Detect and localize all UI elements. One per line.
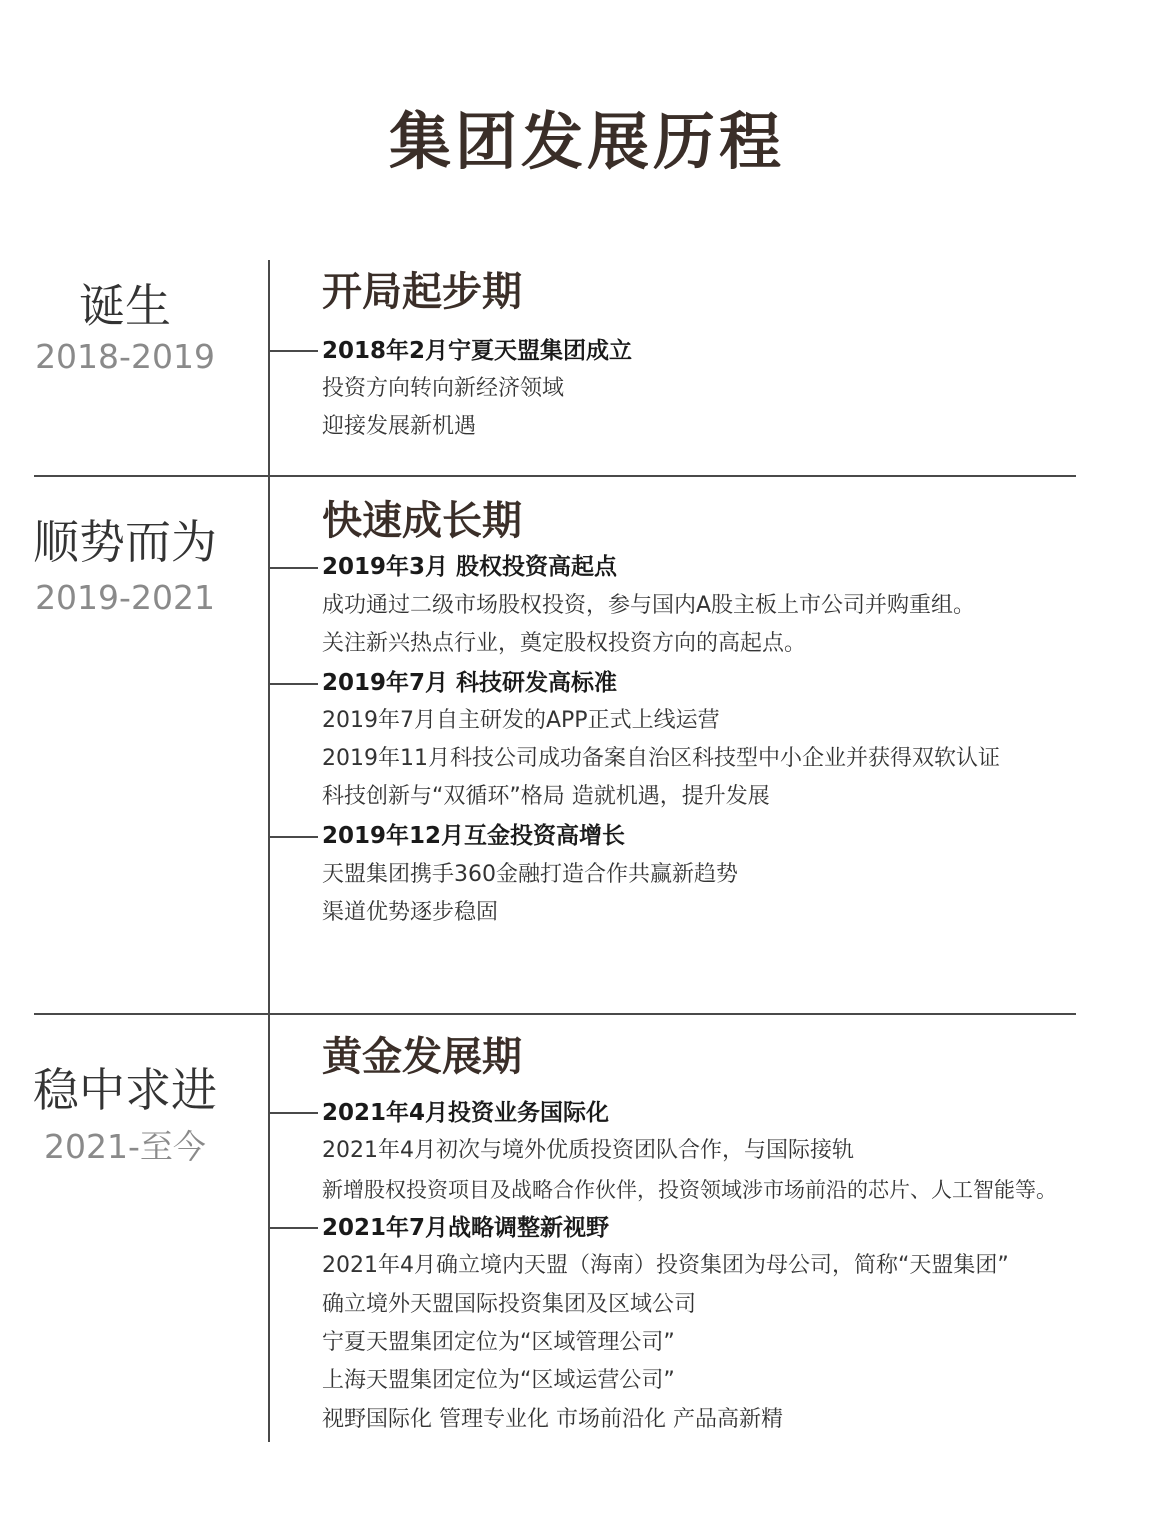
- event-line: 天盟集团携手360金融打造合作共赢新趋势: [322, 862, 738, 887]
- page-title: 集团发展历程: [388, 105, 785, 178]
- event-line: 成功通过二级市场股权投资，参与国内A股主板上市公司并购重组。: [322, 593, 976, 618]
- event-connector: [268, 567, 318, 569]
- phase-divider: [34, 475, 1076, 477]
- phase-name: 诞生: [79, 279, 171, 333]
- event-title: 2021年4月投资业务国际化: [322, 1100, 610, 1126]
- event-line: 2019年11月科技公司成功备案自治区科技型中小企业并获得双软认证: [322, 746, 1000, 771]
- event-line: 迎接发展新机遇: [322, 414, 477, 439]
- event-line: 投资方向转向新经济领域: [322, 376, 565, 401]
- event-line: 2021年4月确立境内天盟（海南）投资集团为母公司，简称“天盟集团”: [322, 1253, 1009, 1278]
- event-title: 2021年7月战略调整新视野: [322, 1215, 610, 1241]
- event-line: 2021年4月初次与境外优质投资团队合作，与国际接轨: [322, 1138, 854, 1163]
- period-title: 快速成长期: [322, 498, 522, 544]
- period-title: 开局起步期: [322, 269, 522, 315]
- event-connector: [268, 836, 318, 838]
- phase-years: 2019-2021: [35, 578, 215, 617]
- event-connector: [268, 1112, 318, 1114]
- phase-years: 2018-2019: [35, 337, 215, 376]
- event-line: 视野国际化 管理专业化 市场前沿化 产品高新精: [322, 1407, 783, 1432]
- event-line: 2019年7月自主研发的APP正式上线运营: [322, 708, 720, 733]
- event-line: 渠道优势逐步稳固: [322, 900, 499, 925]
- event-line: 关注新兴热点行业，奠定股权投资方向的高起点。: [322, 631, 807, 656]
- event-line: 确立境外天盟国际投资集团及区域公司: [322, 1292, 697, 1317]
- phase-name: 稳中求进: [33, 1063, 217, 1117]
- period-title: 黄金发展期: [322, 1034, 522, 1080]
- event-title: 2019年3月 股权投资高起点: [322, 554, 618, 580]
- phase-name: 顺势而为: [33, 515, 217, 569]
- event-line: 科技创新与“双循环”格局 造就机遇，提升发展: [322, 784, 770, 809]
- event-line: 上海天盟集团定位为“区域运营公司”: [322, 1368, 675, 1393]
- event-connector: [268, 683, 318, 685]
- event-connector: [268, 1227, 318, 1229]
- phase-divider: [34, 1013, 1076, 1015]
- timeline-vertical-line: [268, 260, 270, 1442]
- event-title: 2019年7月 科技研发高标准: [322, 670, 618, 696]
- event-title: 2019年12月互金投资高增长: [322, 823, 626, 849]
- event-title: 2018年2月宁夏天盟集团成立: [322, 338, 633, 364]
- event-connector: [268, 350, 318, 352]
- phase-years: 2021-至今: [44, 1127, 206, 1166]
- event-line: 宁夏天盟集团定位为“区域管理公司”: [322, 1330, 675, 1355]
- event-line: 新增股权投资项目及战略合作伙伴，投资领域涉市场前沿的芯片、人工智能等。: [322, 1178, 1057, 1202]
